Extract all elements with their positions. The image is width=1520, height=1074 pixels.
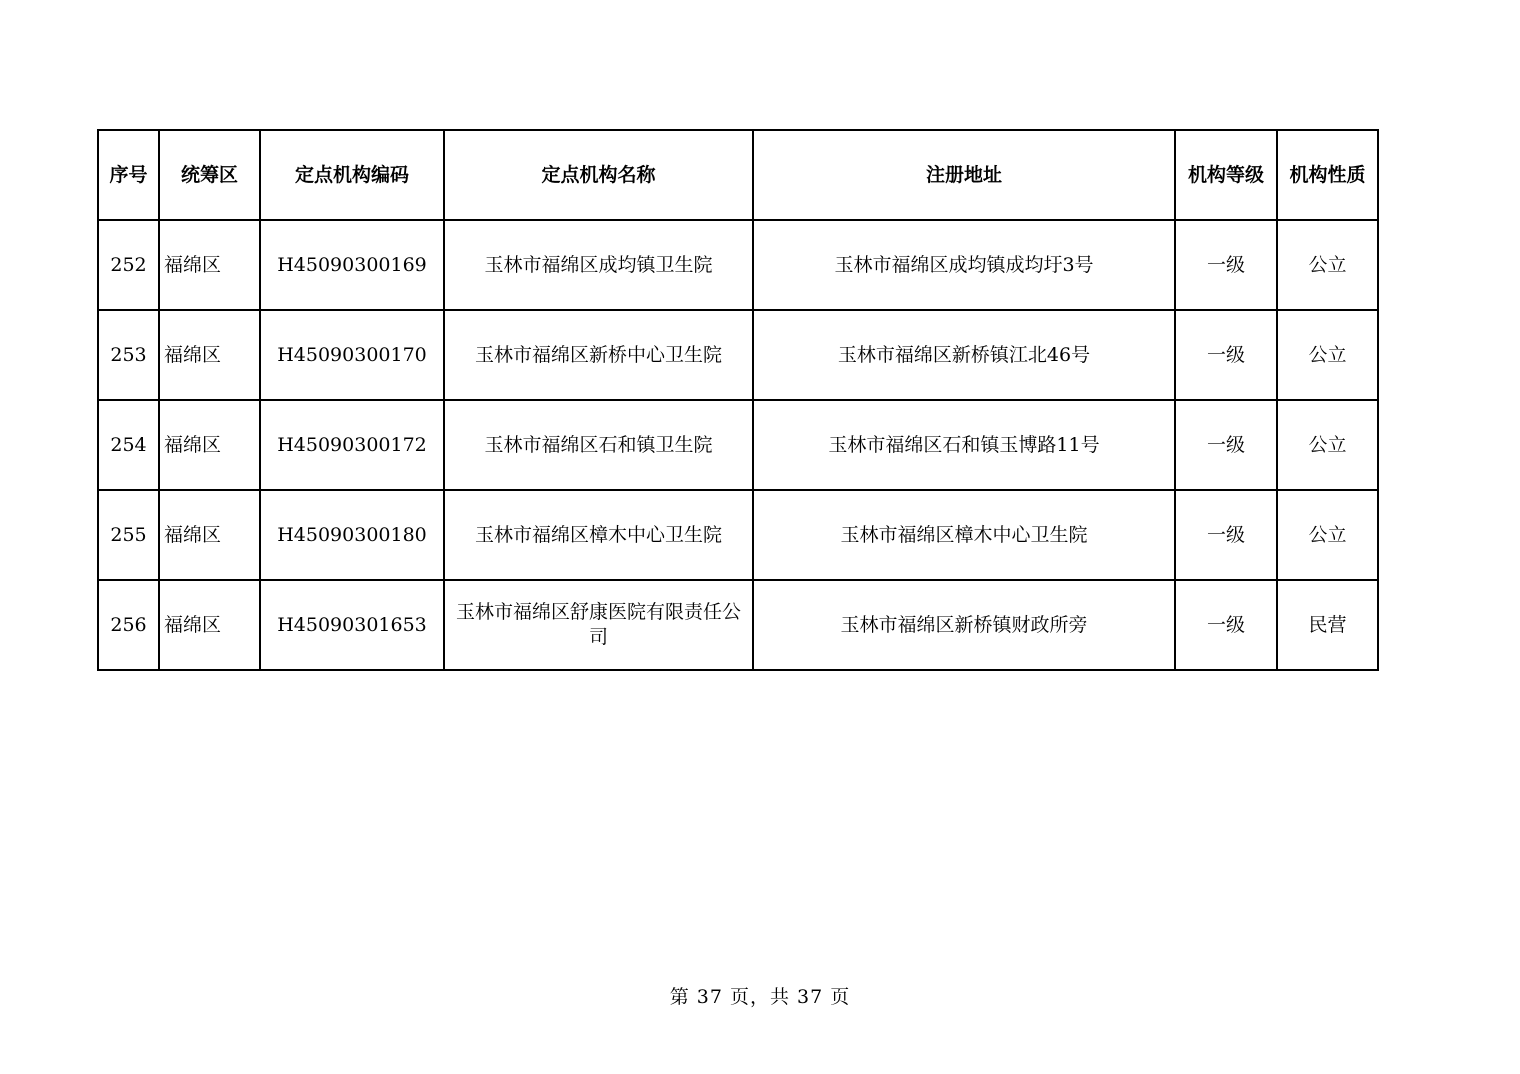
institution-table (97, 129, 1379, 671)
cell-seq: 255 (98, 490, 159, 580)
table-row (98, 580, 1378, 670)
table-row (98, 400, 1378, 490)
header-code: 定点机构编码 (260, 130, 444, 220)
cell-area: 福绵区 (159, 490, 260, 580)
cell-address: 玉林市福绵区成均镇成均圩3号 (753, 220, 1175, 310)
cell-area: 福绵区 (159, 310, 260, 400)
cell-code: H45090300172 (260, 400, 444, 490)
cell-nature: 公立 (1277, 310, 1378, 400)
cell-name: 玉林市福绵区石和镇卫生院 (444, 400, 753, 490)
cell-nature: 公立 (1277, 220, 1378, 310)
cell-code: H45090300180 (260, 490, 444, 580)
cell-address: 玉林市福绵区石和镇玉博路11号 (753, 400, 1175, 490)
header-name: 定点机构名称 (444, 130, 753, 220)
cell-code: H45090301653 (260, 580, 444, 670)
cell-level: 一级 (1175, 580, 1277, 670)
header-nature: 机构性质 (1277, 130, 1378, 220)
cell-name: 玉林市福绵区舒康医院有限责任公司 (444, 580, 753, 670)
cell-level: 一级 (1175, 490, 1277, 580)
header-area: 统筹区 (159, 130, 260, 220)
header-row (98, 130, 1378, 220)
cell-nature: 公立 (1277, 490, 1378, 580)
cell-area: 福绵区 (159, 400, 260, 490)
cell-address: 玉林市福绵区新桥镇财政所旁 (753, 580, 1175, 670)
table-row (98, 310, 1378, 400)
cell-nature: 民营 (1277, 580, 1378, 670)
header-level: 机构等级 (1175, 130, 1277, 220)
cell-name: 玉林市福绵区新桥中心卫生院 (444, 310, 753, 400)
table-row (98, 220, 1378, 310)
cell-level: 一级 (1175, 220, 1277, 310)
cell-seq: 256 (98, 580, 159, 670)
cell-code: H45090300170 (260, 310, 444, 400)
cell-seq: 254 (98, 400, 159, 490)
cell-name: 玉林市福绵区樟木中心卫生院 (444, 490, 753, 580)
table-row (98, 490, 1378, 580)
cell-level: 一级 (1175, 310, 1277, 400)
cell-nature: 公立 (1277, 400, 1378, 490)
cell-address: 玉林市福绵区樟木中心卫生院 (753, 490, 1175, 580)
cell-level: 一级 (1175, 400, 1277, 490)
cell-name: 玉林市福绵区成均镇卫生院 (444, 220, 753, 310)
cell-seq: 253 (98, 310, 159, 400)
cell-seq: 252 (98, 220, 159, 310)
cell-address: 玉林市福绵区新桥镇江北46号 (753, 310, 1175, 400)
cell-code: H45090300169 (260, 220, 444, 310)
header-seq: 序号 (98, 130, 159, 220)
cell-area: 福绵区 (159, 580, 260, 670)
header-address: 注册地址 (753, 130, 1175, 220)
page-footer: 第 37 页，共 37 页 (669, 986, 851, 1008)
cell-area: 福绵区 (159, 220, 260, 310)
